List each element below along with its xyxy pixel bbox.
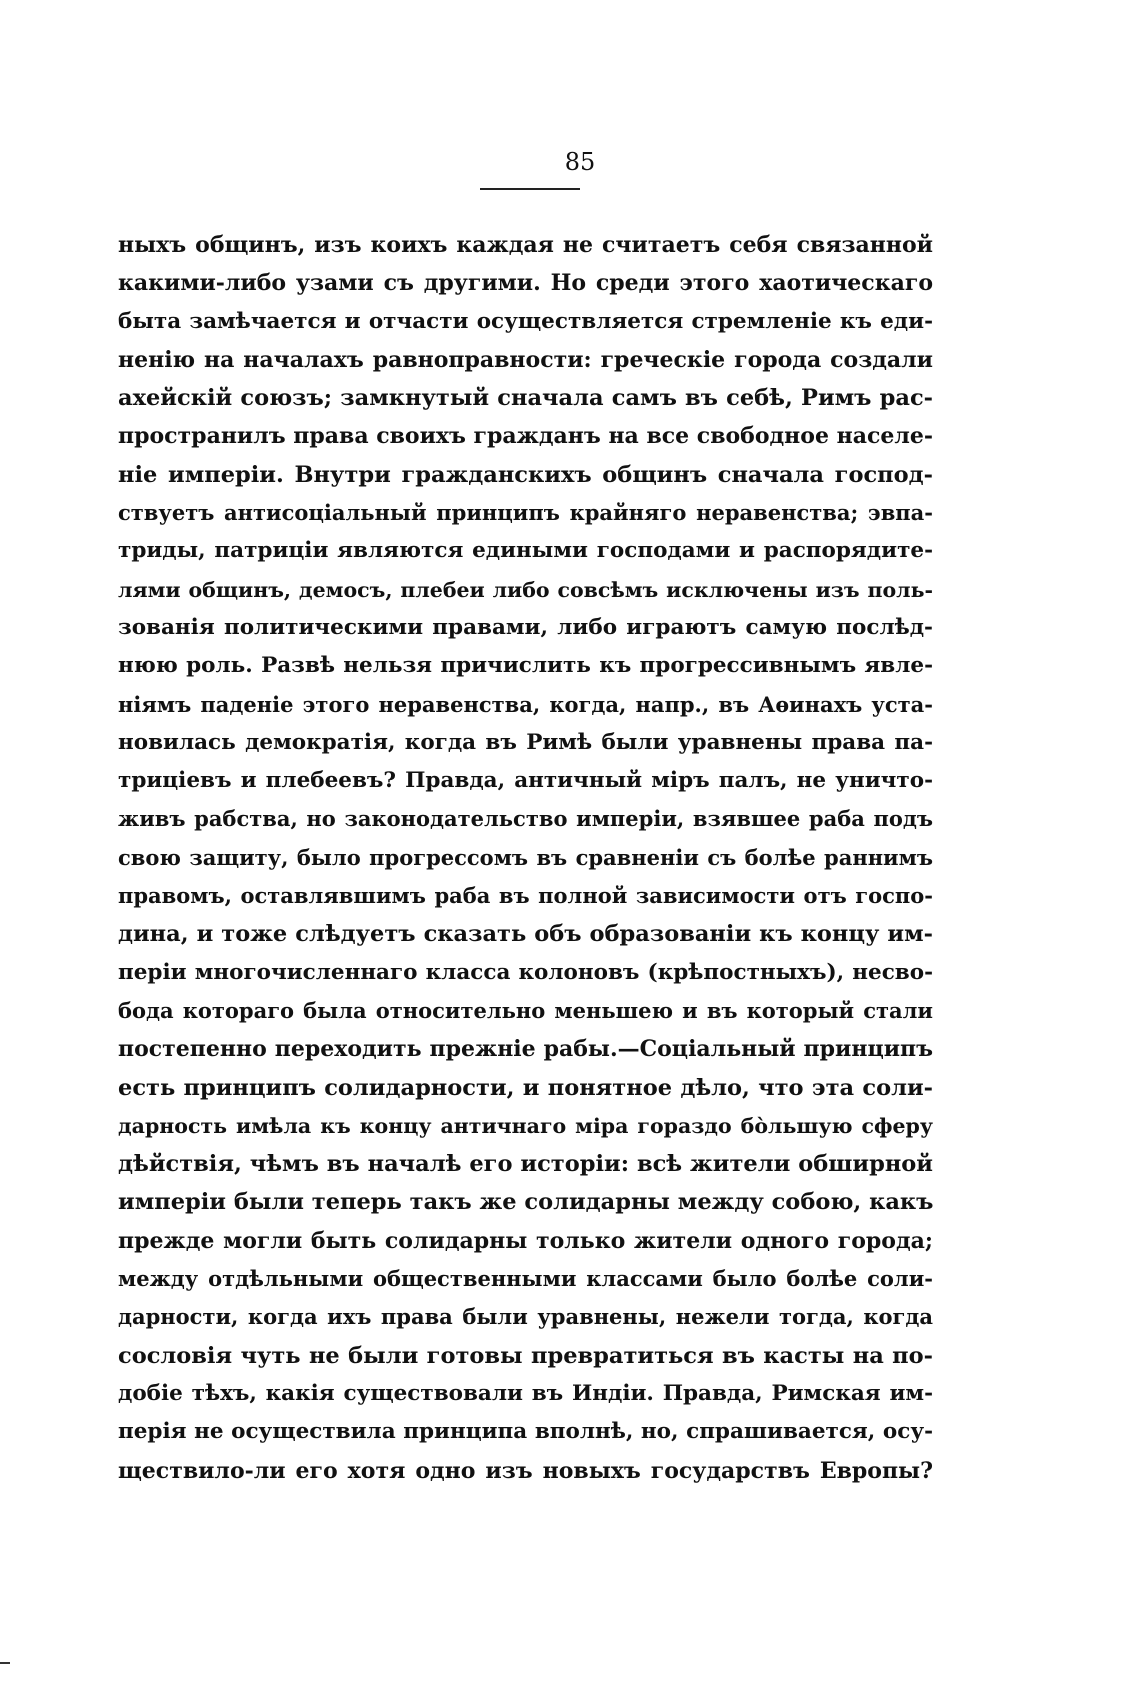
text-line: ныхъ общинъ, изъ коихъ каждая не считаетъ себя связанной <box>118 232 933 258</box>
text-line: ніе имперіи. Внутри гражданскихъ общинъ сначала господ- <box>118 461 933 488</box>
text-line: триды, патриціи являются едиными господами и распорядите- <box>118 538 933 564</box>
text-line: дарности, когда ихъ права были уравнены, нежели тогда, когда <box>118 1304 933 1330</box>
text-line: перія не осуществила принципа вполнѣ, но, спрашивается, осу- <box>118 1419 933 1445</box>
text-line: періи многочисленнаго класса колоновъ (крѣпостныхъ), несво- <box>118 959 933 985</box>
text-line: имперіи были теперь такъ же солидарны между собою, какъ <box>118 1189 933 1216</box>
text-line: ществило-ли его хотя одно изъ новыхъ государствъ Европы? <box>118 1457 933 1484</box>
text-line: новилась демократія, когда въ Римѣ были уравнены права па- <box>118 729 933 755</box>
page-number: 85 <box>564 148 596 176</box>
text-line: правомъ, оставлявшимъ раба въ полной зависимости отъ госпо- <box>118 883 933 909</box>
text-line: ненію на началахъ равноправности: греческіе города создали <box>118 346 933 373</box>
text-line: зованія политическими правами, либо играютъ самую послѣд- <box>118 614 933 640</box>
text-line: дина, и тоже слѣдуетъ сказать объ образованіи къ концу им- <box>118 921 933 948</box>
header-rule <box>480 188 580 190</box>
text-line: бода котораго была относительно меньшею и въ который стали <box>118 997 933 1023</box>
text-line: триціевъ и плебеевъ? Правда, античный міръ палъ, не уничто- <box>118 768 933 794</box>
corner-mark <box>0 1662 10 1664</box>
text-line: ствуетъ антисоціальный принципъ крайняго неравенства; эвпа- <box>118 500 933 526</box>
text-line: между отдѣльными общественными классами было болѣе соли- <box>118 1266 933 1292</box>
text-line: ніямъ паденіе этого неравенства, когда, напр., въ Аѳинахъ уста- <box>118 691 933 717</box>
text-line: нюю роль. Развѣ нельзя причислить къ прогрессивнымъ явле- <box>118 653 933 679</box>
text-line: дарность имѣла къ концу античнаго міра гораздо бо̀льшую сферу <box>118 1113 933 1138</box>
body-text <box>118 226 933 1490</box>
text-line: сословія чуть не были готовы превратиться въ касты на по- <box>118 1342 933 1369</box>
text-line: есть принципъ солидарности, и понятное дѣло, что эта соли- <box>118 1074 933 1101</box>
text-line: дѣйствія, чѣмъ въ началѣ его исторіи: всѣ жители обширной <box>118 1151 933 1178</box>
text-line: пространилъ права своихъ гражданъ на все свободное населе- <box>118 423 933 450</box>
text-line: живъ рабства, но законодательство имперіи, взявшее раба подъ <box>118 806 933 832</box>
text-line: добіе тѣхъ, какія существовали въ Индіи. Правда, Римская им- <box>118 1380 933 1406</box>
text-line: ахейскій союзъ; замкнутый сначала самъ въ себѣ, Римъ рас- <box>118 385 933 412</box>
text-line: какими-либо узами съ другими. Но среди этого хаотическаго <box>118 270 933 297</box>
text-line: быта замѣчается и отчасти осуществляется стремленіе къ еди- <box>118 308 933 334</box>
text-line: свою защиту, было прогрессомъ въ сравненіи съ болѣе раннимъ <box>118 844 933 870</box>
text-line: постепенно переходить прежніе рабы.—Соціальный принципъ <box>118 1036 933 1063</box>
text-line: лями общинъ, демосъ, плебеи либо совсѣмъ исключены изъ поль- <box>118 577 933 602</box>
text-line: прежде могли быть солидарны только жители одного города; <box>118 1227 933 1254</box>
